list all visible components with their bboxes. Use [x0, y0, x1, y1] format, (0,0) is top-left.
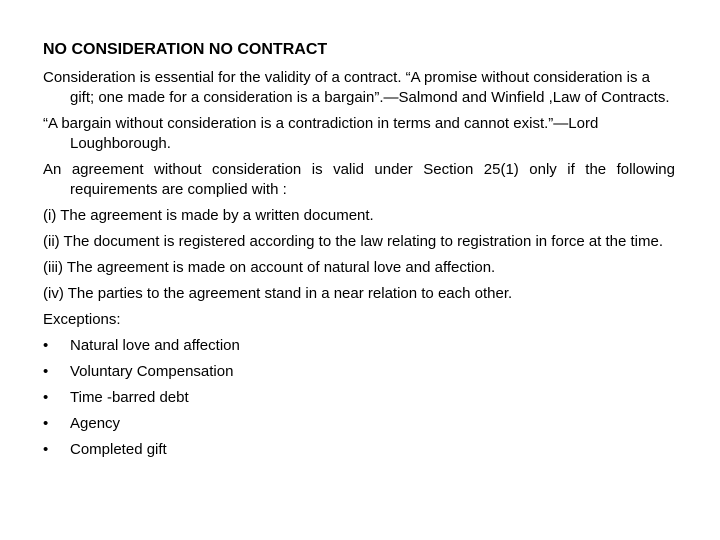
bullet-icon: • [43, 363, 49, 380]
exception-label: Natural love and affection [70, 337, 240, 354]
exceptions-heading: Exceptions: [43, 311, 121, 328]
exception-label: Time -barred debt [70, 389, 189, 406]
bullet-icon: • [43, 337, 49, 354]
requirement-item-iii: (iii) The agreement is made on account of natural love and affection. [43, 259, 496, 276]
list-item [43, 336, 675, 356]
exception-label: Agency [70, 415, 121, 432]
list-item [43, 362, 675, 382]
requirement-item-iv: (iv) The parties to the agreement stand in a near relation to each other. [43, 285, 513, 302]
bullet-icon: • [43, 415, 49, 432]
paragraph-section-25: An agreement without consideration is valid under Section 25(1) only if the following requirements are complied with : [43, 161, 675, 198]
list-item [43, 440, 675, 460]
bullet-icon: • [43, 441, 49, 458]
requirement-item-i: (i) The agreement is made by a written document. [43, 207, 374, 224]
exception-label: Completed gift [70, 441, 167, 458]
paragraph-loughborough-quote: “A bargain without consideration is a contradiction in terms and cannot exist.”—Lord Loughborough. [43, 115, 599, 152]
requirement-item-ii: (ii) The document is registered according to the law relating to registration in force at the time. [43, 233, 664, 250]
slide-body [43, 68, 675, 466]
exceptions-list [43, 336, 675, 460]
slide-title: NO CONSIDERATION NO CONTRACT [43, 41, 328, 58]
list-item [43, 414, 675, 434]
bullet-icon: • [43, 389, 49, 406]
list-item [43, 388, 675, 408]
paragraph-consideration-essential: Consideration is essential for the validity of a contract. “A promise without consideration is a gift; one made for a consideration is a bargain”.—Salmond and Winfield ,Law of Contracts. [43, 69, 670, 106]
exception-label: Voluntary Compensation [70, 363, 234, 380]
